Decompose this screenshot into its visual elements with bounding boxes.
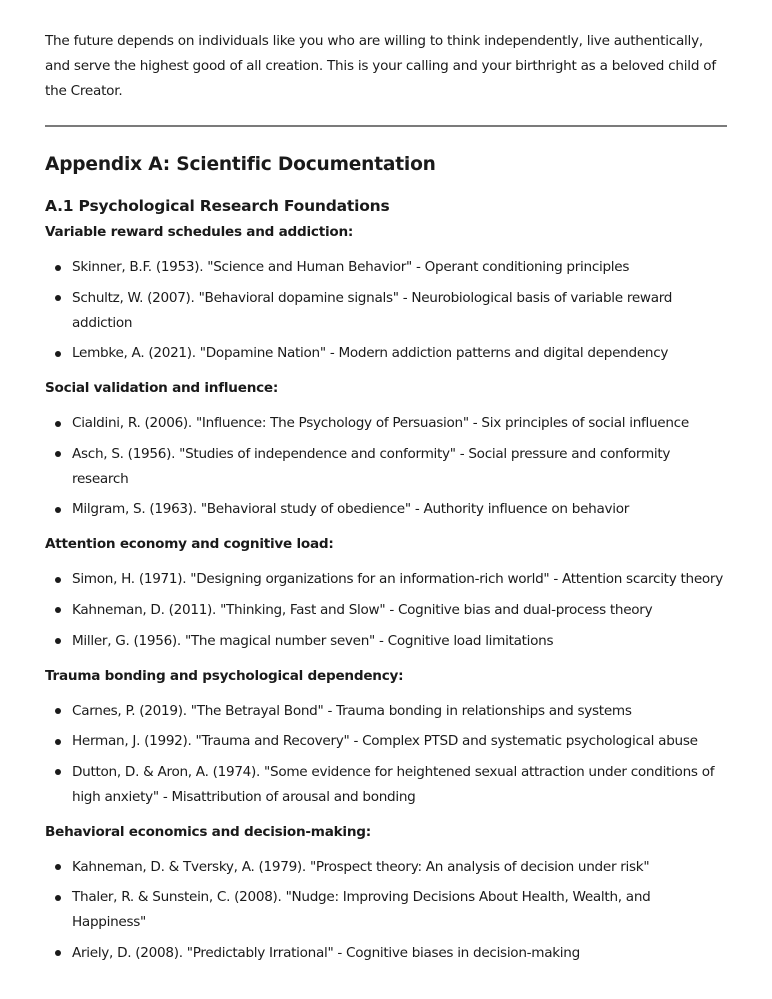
reference-text: Lembke, A. (2021). "Dopamine Nation" - Modern addiction patterns and digital dependency (72, 345, 669, 362)
reference-list (45, 567, 727, 653)
bullet-icon (55, 739, 61, 745)
reference-item (45, 442, 727, 492)
reference-item (45, 497, 727, 522)
reference-text: Cialdini, R. (2006). "Influence: The Psychology of Persuasion" - Six principles of social influence (72, 415, 689, 432)
reference-item (45, 699, 727, 724)
reference-text: Kahneman, D. & Tversky, A. (1979). "Prospect theory: An analysis of decision under risk" (72, 858, 650, 875)
bullet-icon (55, 769, 61, 775)
reference-list (45, 255, 727, 366)
bullet-icon (55, 295, 61, 301)
reference-text: Carnes, P. (2019). "The Betrayal Bond" - Trauma bonding in relationships and systems (72, 702, 632, 719)
appendix-title: Appendix A: Scientific Documentation (45, 154, 436, 175)
reference-section (45, 665, 727, 810)
bullet-icon (55, 507, 61, 513)
bullet-icon (55, 708, 61, 714)
bullet-icon (55, 577, 61, 583)
reference-list (45, 699, 727, 810)
reference-item (45, 341, 727, 366)
reference-section (45, 821, 727, 966)
reference-text: Thaler, R. & Sunstein, C. (2008). "Nudge: Improving Decisions About Health, Wealth, and Happiness" (72, 889, 651, 931)
bullet-icon (55, 950, 61, 956)
subsection-title: A.1 Psychological Research Foundations (45, 197, 390, 215)
reference-text: Kahneman, D. (2011). "Thinking, Fast and Slow" - Cognitive bias and dual-process theory (72, 601, 653, 618)
reference-item (45, 567, 727, 592)
reference-item (45, 255, 727, 280)
bullet-icon (55, 265, 61, 271)
intro-paragraph: The future depends on individuals like you who are willing to think independently, live authentically, and serve the highest good of all creation. This is your calling and your birthright as a beloved child of the Creator. (45, 33, 716, 99)
bullet-icon (55, 895, 61, 901)
reference-section-title: Social validation and influence: (45, 380, 279, 397)
reference-text: Ariely, D. (2008). "Predictably Irrational" - Cognitive biases in decision-making (72, 944, 580, 961)
reference-item (45, 855, 727, 880)
reference-section-title: Behavioral economics and decision-making: (45, 823, 371, 840)
reference-text: Dutton, D. & Aron, A. (1974). "Some evidence for heightened sexual attraction under conditions of high anxiety" - Misattribution of arousal and bonding (72, 763, 715, 805)
bullet-icon (55, 864, 61, 870)
reference-item (45, 286, 727, 336)
bullet-icon (55, 451, 61, 457)
reference-item (45, 941, 727, 966)
bullet-icon (55, 607, 61, 613)
reference-section (45, 533, 727, 653)
reference-section (45, 377, 727, 522)
bullet-icon (55, 638, 61, 644)
reference-item (45, 760, 727, 810)
reference-section-title: Attention economy and cognitive load: (45, 536, 334, 553)
reference-text: Simon, H. (1971). "Designing organizations for an information-rich world" - Attention scarcity theory (72, 571, 723, 588)
reference-item (45, 598, 727, 623)
bullet-icon (55, 351, 61, 357)
reference-text: Skinner, B.F. (1953). "Science and Human Behavior" - Operant conditioning principles (72, 259, 630, 275)
reference-item (45, 885, 727, 935)
reference-text: Schultz, W. (2007). "Behavioral dopamine signals" - Neurobiological basis of variable reward addiction (72, 289, 673, 331)
reference-text: Milgram, S. (1963). "Behavioral study of obedience" - Authority influence on behavior (72, 501, 630, 518)
reference-item (45, 629, 727, 654)
reference-list (45, 411, 727, 522)
section-divider (45, 125, 727, 127)
reference-text: Herman, J. (1992). "Trauma and Recovery" - Complex PTSD and systematic psychological abuse (72, 733, 698, 750)
reference-section (45, 221, 727, 366)
reference-item (45, 729, 727, 754)
bullet-icon (55, 421, 61, 427)
reference-list (45, 855, 727, 966)
reference-section-title: Trauma bonding and psychological dependency: (45, 667, 404, 684)
reference-section-title: Variable reward schedules and addiction: (45, 224, 354, 240)
reference-item (45, 411, 727, 436)
reference-text: Asch, S. (1956). "Studies of independence and conformity" - Social pressure and conformity research (72, 445, 671, 487)
reference-text: Miller, G. (1956). "The magical number seven" - Cognitive load limitations (72, 632, 554, 649)
